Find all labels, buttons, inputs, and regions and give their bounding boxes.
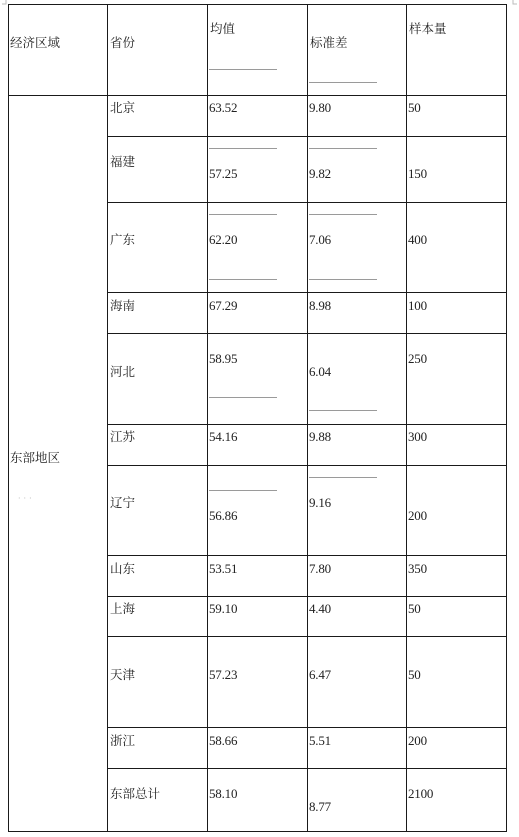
- sample-cell: 50: [408, 100, 421, 115]
- header-mean: 均值: [210, 21, 236, 36]
- sample-cell: 400: [408, 232, 427, 247]
- std-cell: 7.80: [309, 561, 331, 576]
- mean-cell: 56.86: [209, 508, 238, 523]
- header-sample: 样本量: [409, 21, 447, 36]
- sample-cell: 200: [408, 733, 427, 748]
- cell-underline: [209, 214, 277, 215]
- corner-mark: [2, 0, 7, 5]
- std-cell: 6.47: [309, 667, 331, 682]
- cell-underline: [309, 279, 377, 280]
- row-divider: [107, 465, 507, 466]
- row-divider: [107, 292, 507, 293]
- row-divider: [107, 636, 507, 637]
- row-divider: [107, 202, 507, 203]
- mean-cell: 58.95: [209, 351, 238, 366]
- sample-cell: 150: [408, 166, 427, 181]
- column-divider-std: [406, 4, 407, 832]
- column-divider-region: [107, 4, 108, 832]
- province-cell: 辽宁: [110, 495, 136, 510]
- cell-underline: [309, 477, 377, 478]
- mean-cell: 59.10: [209, 601, 238, 616]
- row-divider: [107, 424, 507, 425]
- table-border-bottom: [8, 831, 507, 832]
- sample-cell: 250: [408, 351, 427, 366]
- table-border-right: [506, 4, 507, 832]
- province-cell: 上海: [110, 601, 136, 616]
- province-cell: 山东: [110, 561, 136, 576]
- std-cell: 8.77: [309, 799, 331, 814]
- data-table: [8, 4, 507, 832]
- province-cell: 天津: [110, 667, 136, 682]
- std-cell: 8.98: [309, 298, 331, 313]
- std-cell: 9.16: [309, 495, 331, 510]
- sample-cell: 50: [408, 667, 421, 682]
- cell-underline: [209, 69, 277, 70]
- mean-cell: 63.52: [209, 100, 238, 115]
- decorative-dots: ···: [18, 494, 35, 503]
- row-divider: [107, 333, 507, 334]
- row-divider: [107, 768, 507, 769]
- sample-cell: 300: [408, 429, 427, 444]
- province-cell: 北京: [110, 100, 136, 115]
- header-std: 标准差: [310, 35, 348, 50]
- sample-cell: 350: [408, 561, 427, 576]
- cell-underline: [209, 148, 277, 149]
- row-divider: [107, 727, 507, 728]
- mean-cell: 57.25: [209, 166, 238, 181]
- column-divider-province: [207, 4, 208, 832]
- table-border-left: [8, 4, 9, 832]
- cell-underline: [209, 397, 277, 398]
- std-cell: 5.51: [309, 733, 331, 748]
- mean-cell: 58.66: [209, 733, 238, 748]
- region-cell: 东部地区: [10, 450, 61, 465]
- sample-cell: 200: [408, 508, 427, 523]
- cell-underline: [309, 410, 377, 411]
- mean-cell: 58.10: [209, 786, 238, 801]
- header-row-bottom: [8, 95, 507, 96]
- mean-cell: 53.51: [209, 561, 238, 576]
- mean-cell: 57.23: [209, 667, 238, 682]
- header-region: 经济区域: [10, 35, 61, 50]
- province-cell: 东部总计: [110, 786, 161, 801]
- province-cell: 河北: [110, 364, 136, 379]
- row-divider: [107, 555, 507, 556]
- std-cell: 6.04: [309, 364, 331, 379]
- cell-underline: [309, 214, 377, 215]
- row-divider: [107, 136, 507, 137]
- cell-underline: [209, 279, 277, 280]
- header-province: 省份: [110, 35, 136, 50]
- province-cell: 福建: [110, 154, 136, 169]
- province-cell: 浙江: [110, 733, 136, 748]
- table-border-top: [8, 4, 507, 5]
- cell-underline: [309, 148, 377, 149]
- sample-cell: 50: [408, 601, 421, 616]
- province-cell: 广东: [110, 232, 136, 247]
- cell-underline: [209, 490, 277, 491]
- mean-cell: 67.29: [209, 298, 238, 313]
- row-divider: [107, 596, 507, 597]
- mean-cell: 54.16: [209, 429, 238, 444]
- std-cell: 9.80: [309, 100, 331, 115]
- province-cell: 海南: [110, 298, 136, 313]
- mean-cell: 62.20: [209, 232, 238, 247]
- sample-cell: 100: [408, 298, 427, 313]
- sample-cell: 2100: [408, 786, 434, 801]
- std-cell: 4.40: [309, 601, 331, 616]
- cell-underline: [309, 82, 377, 83]
- corner-mark: [512, 0, 517, 5]
- province-cell: 江苏: [110, 429, 136, 444]
- std-cell: 9.88: [309, 429, 331, 444]
- column-divider-mean: [307, 4, 308, 832]
- std-cell: 9.82: [309, 166, 331, 181]
- std-cell: 7.06: [309, 232, 331, 247]
